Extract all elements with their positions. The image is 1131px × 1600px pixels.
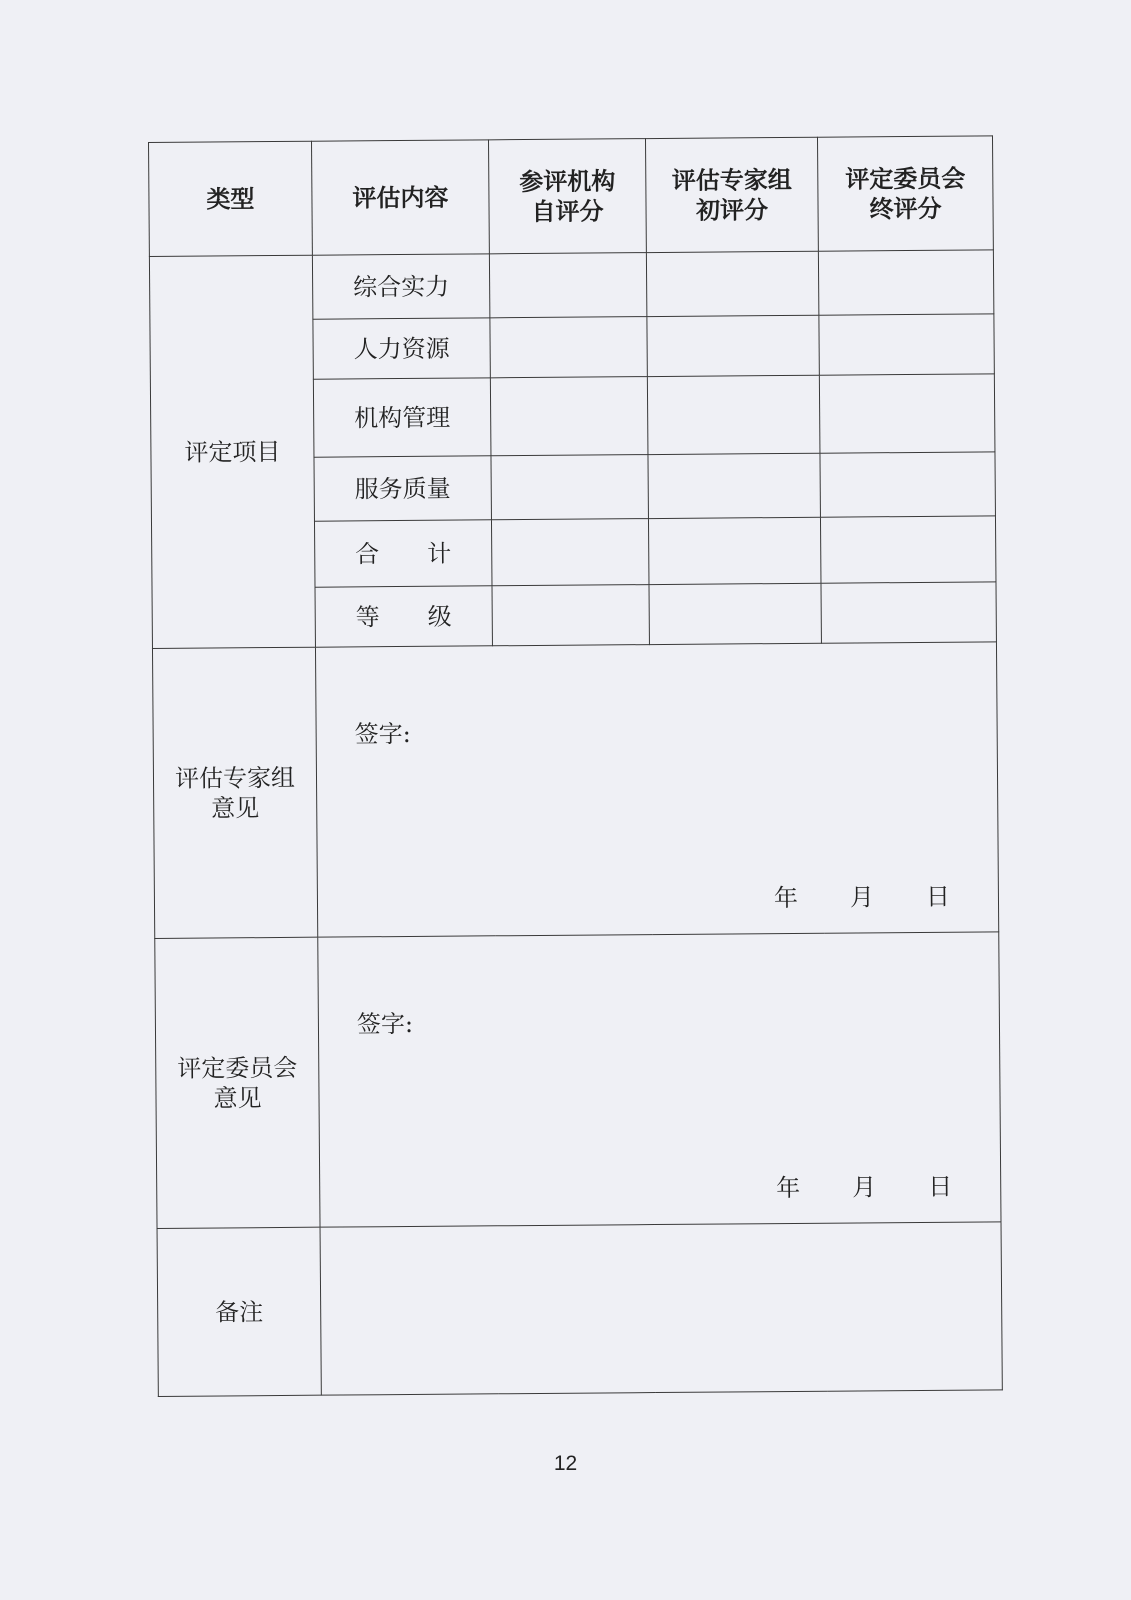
- grade-label-part1: 等: [355, 602, 380, 631]
- page-number: 12: [553, 1452, 578, 1475]
- total-label-part1: 合: [355, 539, 380, 568]
- header-row: [149, 136, 994, 257]
- remarks-row: [157, 1222, 1002, 1397]
- expert-date-year: 年: [773, 883, 799, 913]
- total-label-part2: 计: [427, 539, 452, 568]
- header-expert-score-line1: 评估专家组: [671, 164, 792, 195]
- grade-label-part2: 级: [427, 602, 452, 631]
- self-score-cell[interactable]: [490, 377, 648, 456]
- expert-score-cell[interactable]: [648, 517, 821, 584]
- expert-date-line: [774, 882, 950, 913]
- committee-signature-label: 签字:: [356, 1009, 414, 1039]
- header-type: 类型: [149, 141, 313, 256]
- item-label-human-resources: 人力资源: [313, 318, 490, 379]
- remarks-label: 备注: [157, 1227, 321, 1396]
- header-self-score-line2: 自评分: [531, 195, 604, 226]
- committee-score-cell[interactable]: [820, 516, 996, 583]
- expert-opinion-label-line2: 意见: [211, 793, 260, 823]
- header-self-score: [488, 139, 646, 254]
- items-section-label: 评定项目: [149, 255, 315, 648]
- expert-opinion-row: [152, 642, 998, 939]
- header-committee-score-line2: 终评分: [869, 193, 942, 223]
- total-label: [314, 520, 492, 587]
- expert-opinion-label-line1: 评估专家组: [174, 763, 296, 793]
- committee-opinion-field[interactable]: [318, 932, 1001, 1227]
- expert-opinion-label: [152, 647, 317, 938]
- self-score-cell[interactable]: [490, 317, 647, 378]
- self-score-cell[interactable]: [492, 585, 649, 646]
- evaluation-table: [148, 135, 1003, 1397]
- committee-opinion-label-line1: 评定委员会: [177, 1053, 298, 1083]
- expert-date-day: 日: [925, 882, 951, 911]
- table-row: [149, 250, 993, 321]
- header-self-score-line1: 参评机构: [519, 165, 616, 196]
- expert-score-cell[interactable]: [647, 315, 819, 376]
- expert-score-cell[interactable]: [647, 375, 820, 454]
- expert-date-month: 月: [849, 883, 875, 912]
- header-content: 评估内容: [311, 140, 489, 255]
- header-expert-score: [645, 137, 818, 252]
- self-score-cell[interactable]: [491, 519, 649, 586]
- remarks-field[interactable]: [320, 1222, 1002, 1395]
- item-label-comprehensive-strength: 综合实力: [312, 254, 489, 319]
- committee-opinion-label: [155, 937, 320, 1228]
- expert-opinion-field[interactable]: [315, 642, 998, 937]
- self-score-cell[interactable]: [491, 455, 648, 520]
- item-label-service-quality: 服务质量: [314, 456, 491, 521]
- self-score-cell[interactable]: [489, 253, 646, 318]
- committee-opinion-label-line2: 意见: [213, 1083, 262, 1113]
- header-committee-score-line1: 评定委员会: [845, 163, 966, 194]
- grade-label: [315, 586, 492, 647]
- expert-signature-label: 签字:: [354, 719, 411, 749]
- committee-score-cell[interactable]: [820, 452, 995, 517]
- item-label-organization-management: 机构管理: [313, 378, 491, 457]
- header-committee-score: [817, 136, 993, 251]
- committee-score-cell[interactable]: [819, 374, 995, 453]
- expert-score-cell[interactable]: [646, 251, 818, 316]
- committee-score-cell[interactable]: [819, 314, 994, 375]
- header-expert-score-line2: 初评分: [695, 194, 769, 225]
- committee-date-line: [776, 1172, 952, 1203]
- committee-opinion-row: [155, 932, 1001, 1229]
- committee-date-month: 月: [852, 1173, 877, 1202]
- expert-score-cell[interactable]: [649, 583, 821, 644]
- committee-score-cell[interactable]: [821, 582, 996, 643]
- committee-score-cell[interactable]: [818, 250, 993, 315]
- expert-score-cell[interactable]: [648, 453, 820, 518]
- committee-date-day: 日: [928, 1172, 953, 1201]
- committee-date-year: 年: [776, 1173, 801, 1203]
